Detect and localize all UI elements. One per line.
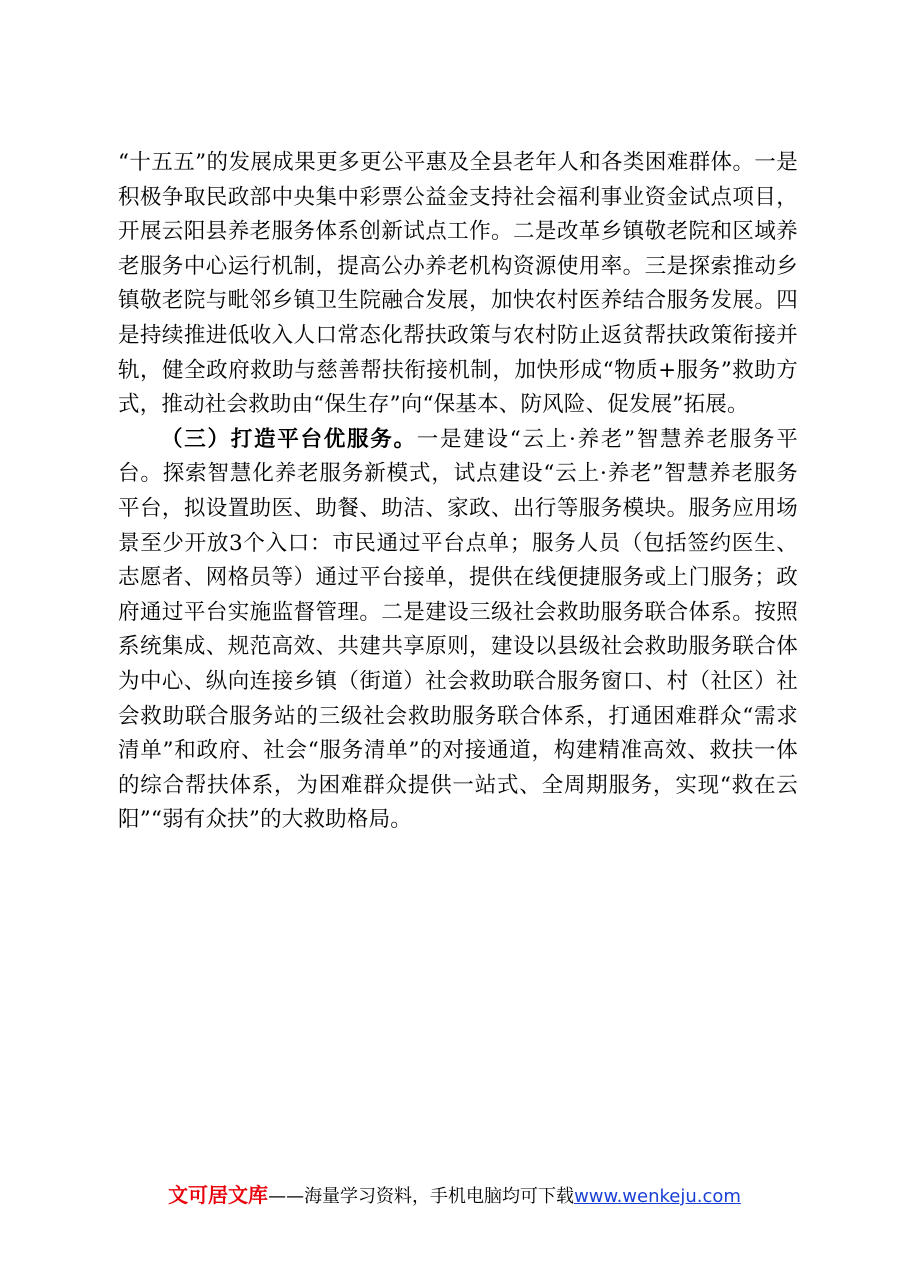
footer-banner [0,1180,909,1212]
footer-brand-name: 文可居文库 [168,1183,269,1207]
section-heading: （三）打造平台优服务。 [161,426,417,452]
document-body [118,146,798,838]
paragraph-2 [118,423,798,838]
footer-website-link[interactable]: www.wenkeju.com [574,1186,741,1207]
paragraph-1: “十五五”的发展成果更多更公平惠及全县老年人和各类困难群体。一是积极争取民政部中央集中彩票公益金支持社会福利事业资金试点项目，开展云阳县养老服务体系创新试点工作。二是改革乡镇敬老院和区域养老服务中心运行机制，提高公办养老机构资源使用率。三是探索推动乡镇敬老院与毗邻乡镇卫生院融合发展，加快农村医养结合服务发展。四是持续推进低收入人口常态化帮扶政策与农村防止返贫帮扶政策衔接并轨，健全政府救助与慈善帮扶衔接机制，加快形成“物质+服务”救助方式，推动社会救助由“保生存”向“保基本、防风险、促发展”拓展。 [118,150,798,418]
paragraph-2-body: 一是建设“云上·养老”智慧养老服务平台。探索智慧化养老服务新模式，试点建设“云上·养老”智慧养老服务平台，拟设置助医、助餐、助洁、家政、出行等服务模块。服务应用场景至少开放3个入口：市民通过平台点单；服务人员（包括签约医生、志愿者、网格员等）通过平台接单，提供在线便捷服务或上门服务；政府通过平台实施监督管理。二是建设三级社会救助服务联合体系。按照系统集成、规范高效、共建共享原则，建设以县级社会救助服务联合体为中心、纵向连接乡镇（街道）社会救助联合服务窗口、村（社区）社会救助联合服务站的三级社会救助服务联合体系，打通困难群众“需求清单”和政府、社会“服务清单”的对接通道，构建精准高效、救扶一体的综合帮扶体系，为困难群众提供一站式、全周期服务，实现“救在云阳”“弱有众扶”的大救助格局。 [118,426,799,833]
footer-tagline: ——海量学习资料，手机电脑均可下载 [268,1186,575,1207]
